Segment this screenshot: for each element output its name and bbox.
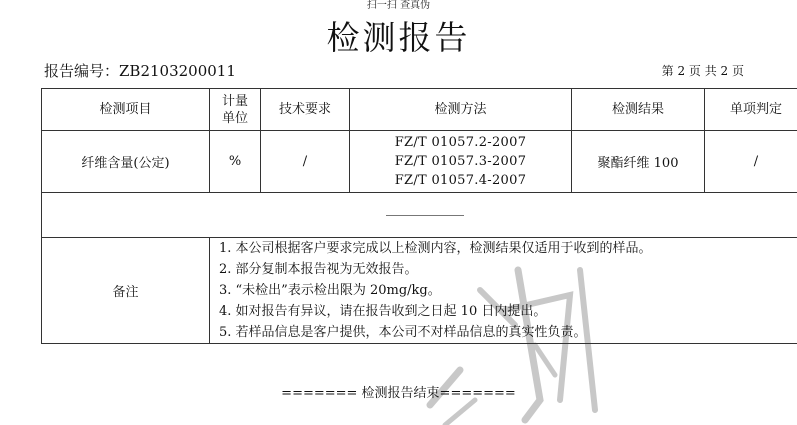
- method-line: FZ/T 01057.4-2007: [394, 173, 527, 188]
- cell-test-item: 纤维含量(公定): [42, 131, 210, 193]
- test-results-table: [41, 88, 797, 344]
- notes-list: [219, 238, 797, 343]
- header-test-item: 检测项目: [42, 89, 210, 131]
- header-method: 检测方法: [350, 89, 572, 131]
- header-requirement: 技术要求: [261, 89, 350, 131]
- method-line: FZ/T 01057.2-2007: [394, 135, 527, 150]
- blank-cell: [42, 193, 797, 238]
- header-unit: 计量 单位: [210, 89, 261, 131]
- table-row: [42, 131, 797, 193]
- page-info: 第 2 页 共 2 页: [661, 64, 744, 78]
- report-end-mark: ======= 检测报告结束=======: [281, 386, 516, 401]
- note-item: 4. 如对报告有异议，请在报告收到之日起 10 日内提出。: [219, 304, 547, 319]
- page-title: 检测报告: [326, 18, 471, 57]
- notes-label: 备注: [42, 238, 210, 344]
- note-item: 2. 部分复制本报告视为无效报告。: [219, 262, 418, 277]
- note-item: 5. 若样品信息是客户提供，本公司不对样品信息的真实性负责。: [219, 325, 587, 340]
- note-item: 1. 本公司根据客户要求完成以上检测内容，检测结果仅适用于收到的样品。: [219, 241, 652, 256]
- notes-content: [210, 238, 797, 344]
- cell-result: 聚酯纤维 100: [572, 131, 705, 193]
- header-result: 检测结果: [572, 89, 705, 131]
- cell-requirement: /: [261, 131, 350, 193]
- notes-row: [42, 238, 797, 344]
- header-judgement: 单项判定: [705, 89, 797, 131]
- table-header-row: [42, 89, 797, 131]
- report-number: 报告编号：ZB2103200011: [44, 62, 236, 80]
- note-item: 3. “未检出”表示检出限为 20mg/kg。: [219, 283, 441, 298]
- separator-line: [386, 215, 464, 216]
- cell-unit: %: [210, 131, 261, 193]
- blank-row: [42, 193, 797, 238]
- method-line: FZ/T 01057.3-2007: [394, 154, 527, 169]
- scan-verify-hint: 扫一扫 查真伪: [366, 0, 431, 11]
- cell-judgement: /: [705, 131, 797, 193]
- cell-method: [350, 131, 572, 193]
